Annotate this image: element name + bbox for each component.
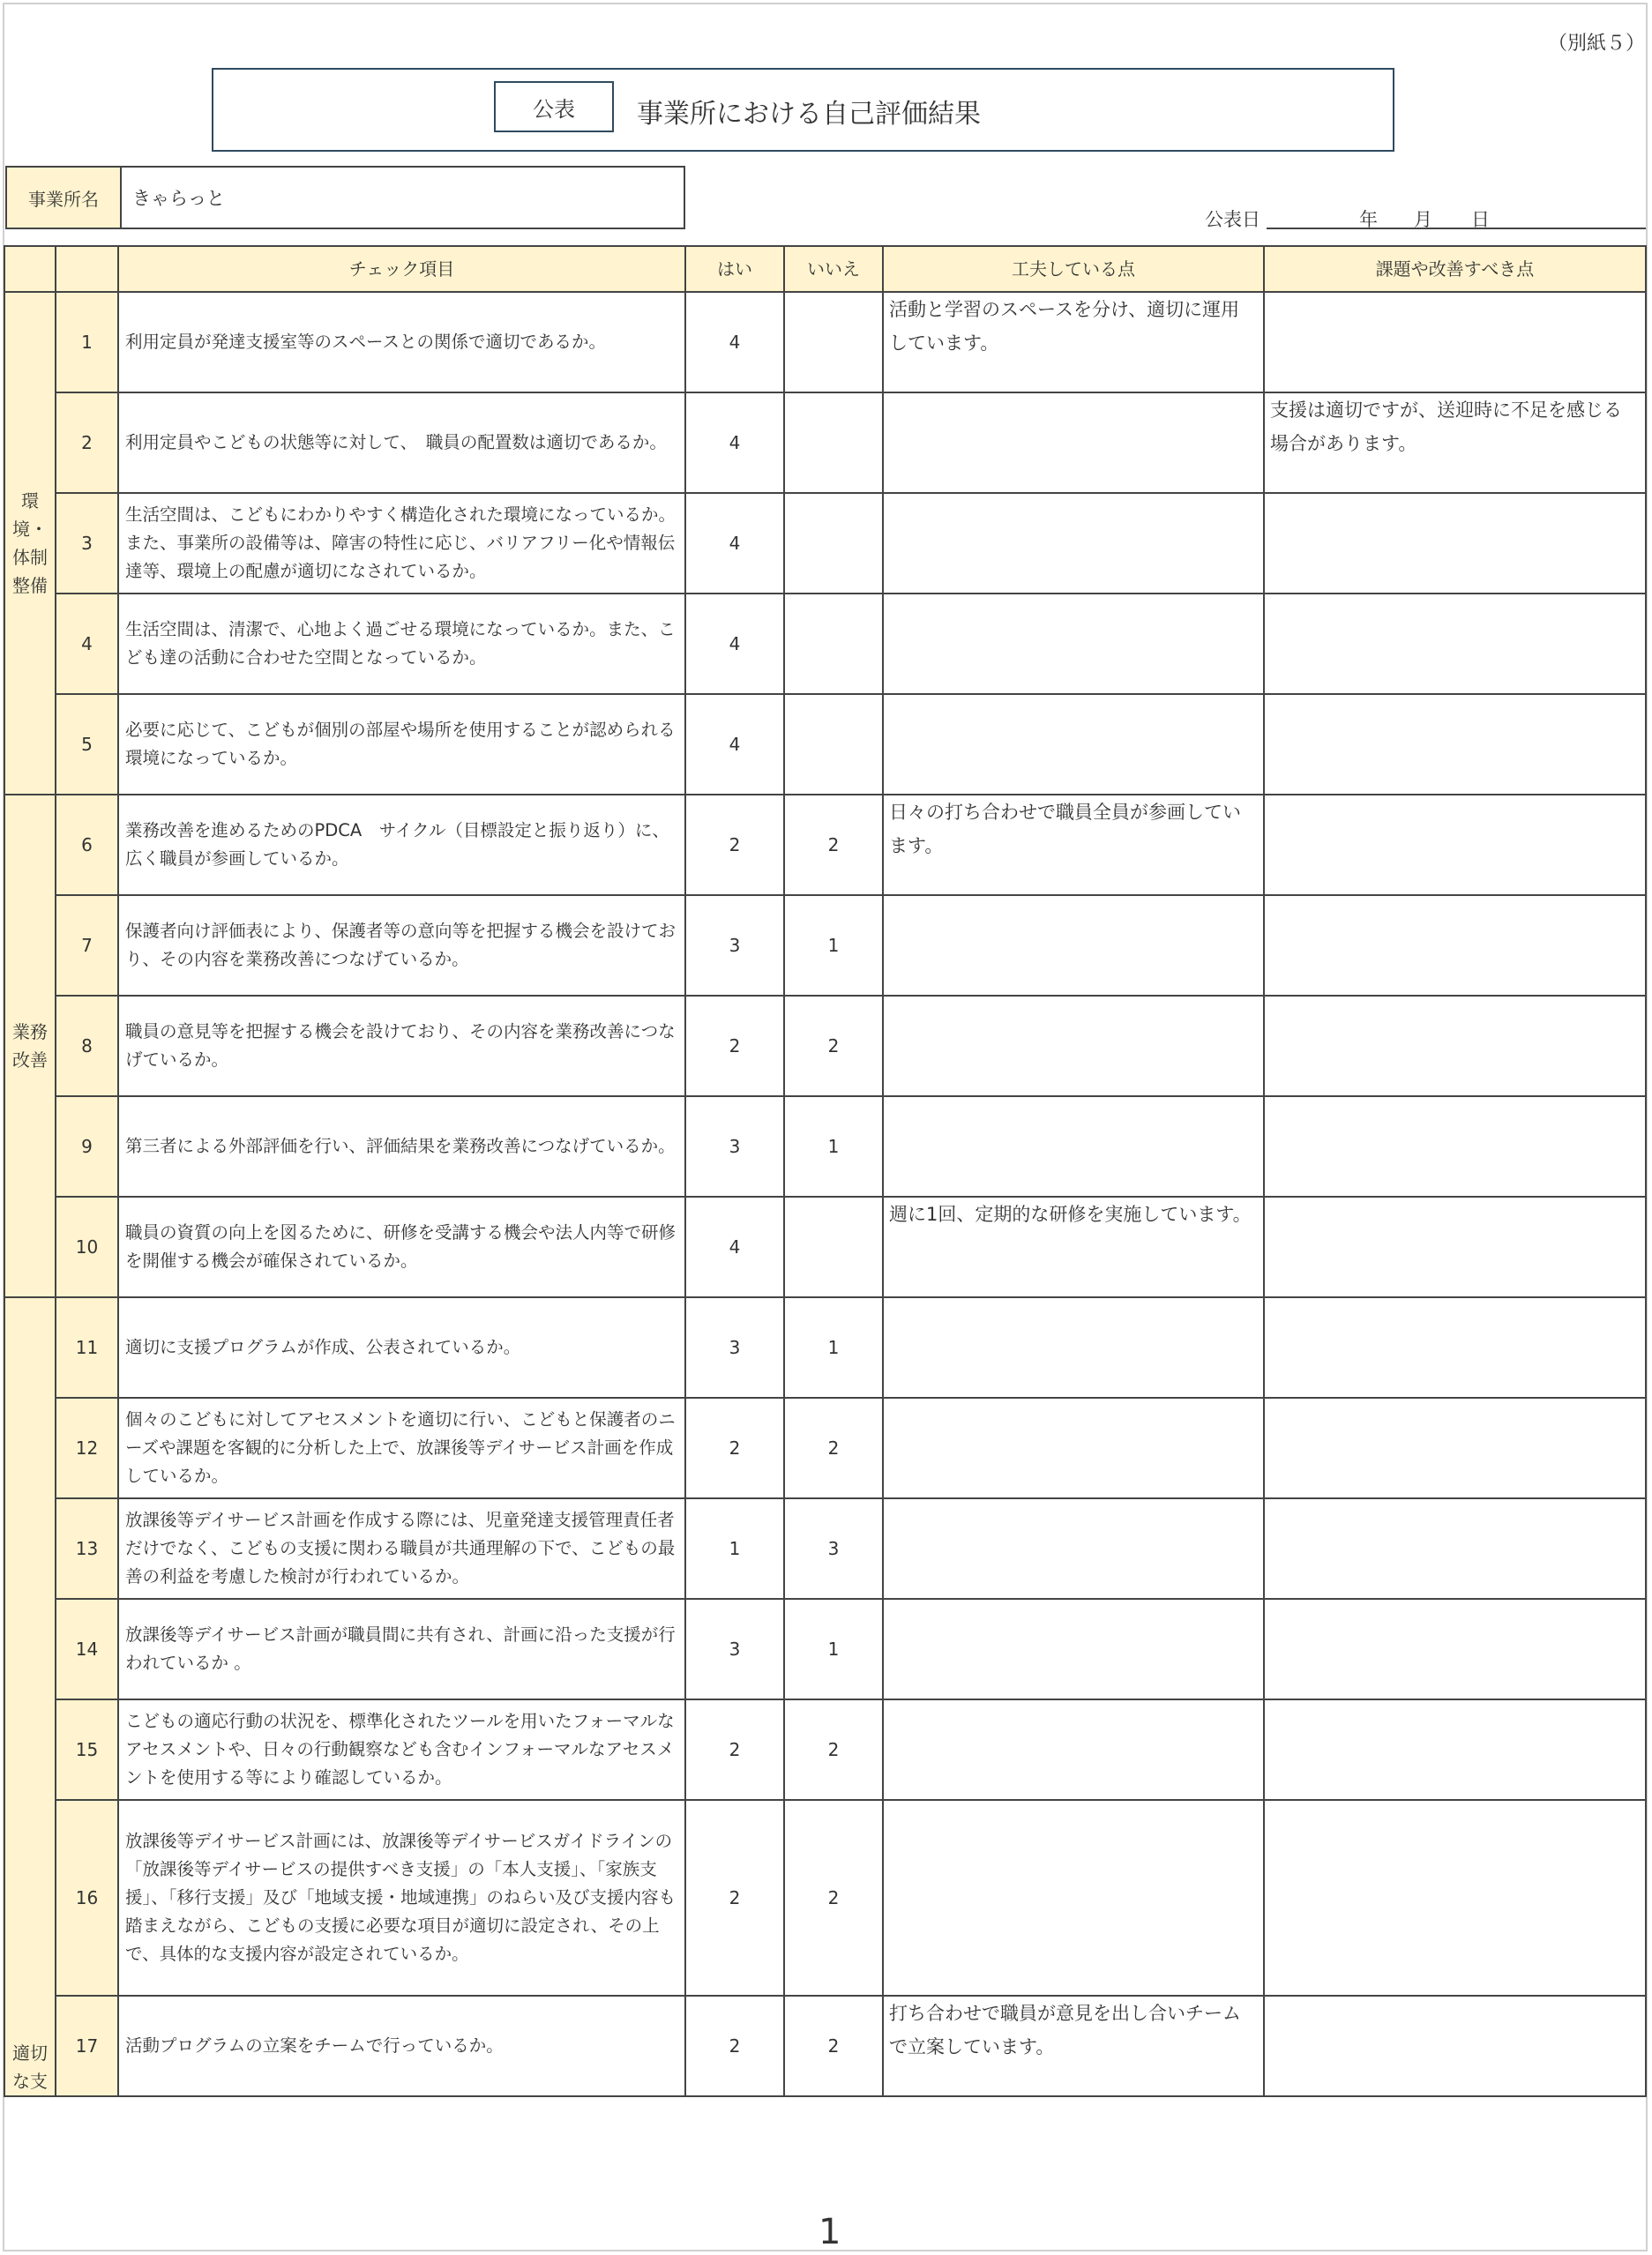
no-count: 1: [784, 1599, 883, 1699]
publish-month-label: 月: [1414, 209, 1432, 230]
efforts-cell: [883, 694, 1264, 795]
table-row: [4, 694, 1646, 795]
efforts-cell: [883, 1800, 1264, 1996]
check-item: 生活空間は、清潔で、心地よく過ごせる環境になっているか。また、こども達の活動に合わせた空間となっているか。: [118, 594, 685, 694]
issues-cell: [1264, 1996, 1646, 2096]
row-number: 1: [56, 292, 118, 392]
publish-year-label: 年: [1359, 209, 1378, 230]
office-name: きゃらっと: [132, 188, 225, 209]
yes-count: 2: [685, 1800, 784, 1996]
check-item: 放課後等デイサービス計画が職員間に共有され、計画に沿った支援が行われているか 。: [118, 1599, 685, 1699]
yes-count: 2: [685, 1699, 784, 1800]
no-count: [784, 694, 883, 795]
no-count: [784, 594, 883, 694]
row-number: 14: [56, 1599, 118, 1699]
issues-cell: [1264, 1599, 1646, 1699]
office-label: 事業所名: [7, 168, 122, 228]
yes-count: 4: [685, 594, 784, 694]
yes-count: 2: [685, 996, 784, 1096]
row-number: 9: [56, 1096, 118, 1197]
check-item: 利用定員が発達支援室等のスペースとの関係で適切であるか。: [118, 292, 685, 392]
publish-day-label: 日: [1471, 209, 1490, 230]
header-category: [4, 246, 56, 292]
issues-cell: [1264, 996, 1646, 1096]
table-row: [4, 1398, 1646, 1498]
header-row: [4, 246, 1646, 292]
table-row: [4, 1699, 1646, 1800]
no-count: 2: [784, 996, 883, 1096]
check-item: 放課後等デイサービス計画には、放課後等デイサービスガイドラインの「放課後等デイサービスの提供すべき支援」の「本人支援」、「家族支援」、「移行支援」及び「地域支援・地域連携」のねらい及び支援内容も踏まえながら、こどもの支援に必要な項目が適切に設定され、その上で、具体的な支援内容が設定されているか。: [118, 1800, 685, 1996]
issues-cell: [1264, 694, 1646, 795]
no-count: [784, 292, 883, 392]
office-box: [5, 166, 685, 229]
table-row: [4, 594, 1646, 694]
issues-cell: [1264, 292, 1646, 392]
header-number: [56, 246, 118, 292]
no-count: 3: [784, 1498, 883, 1599]
row-number: 15: [56, 1699, 118, 1800]
check-item: 生活空間は、こどもにわかりやすく構造化された環境になっているか。また、事業所の設備等は、障害の特性に応じ、バリアフリー化や情報伝達等、環境上の配慮が適切になされているか。: [118, 493, 685, 594]
header-issues: 課題や改善すべき点: [1264, 246, 1646, 292]
check-item: 活動プログラムの立案をチームで行っているか。: [118, 1996, 685, 2096]
yes-count: 4: [685, 694, 784, 795]
check-item: 放課後等デイサービス計画を作成する際には、児童発達支援管理責任者だけでなく、こどもの支援に関わる職員が共通理解の下で、こどもの最善の利益を考慮した検討が行われているか。: [118, 1498, 685, 1599]
yes-count: 3: [685, 895, 784, 996]
check-item: 個々のこどもに対してアセスメントを適切に行い、こどもと保護者のニーズや課題を客観的に分析した上で、放課後等デイサービス計画を作成しているか。: [118, 1398, 685, 1498]
yes-count: 2: [685, 1996, 784, 2096]
yes-count: 4: [685, 493, 784, 594]
yes-count: 2: [685, 795, 784, 895]
no-count: 2: [784, 1699, 883, 1800]
check-item: 利用定員やこどもの状態等に対して、 職員の配置数は適切であるか。: [118, 392, 685, 493]
issues-cell: [1264, 1297, 1646, 1398]
issues-cell: [1264, 594, 1646, 694]
issues-cell: [1264, 1197, 1646, 1297]
issues-cell: [1264, 1398, 1646, 1498]
efforts-cell: [883, 594, 1264, 694]
efforts-cell: [883, 996, 1264, 1096]
category-label: 環境・体制整備: [12, 490, 48, 596]
no-count: 2: [784, 1398, 883, 1498]
issues-cell: [1264, 1498, 1646, 1599]
efforts-cell: [883, 1398, 1264, 1498]
header-efforts: 工夫している点: [883, 246, 1264, 292]
yes-count: 2: [685, 1398, 784, 1498]
efforts-cell: [883, 493, 1264, 594]
yes-count: 3: [685, 1297, 784, 1398]
table-row: [4, 1599, 1646, 1699]
no-count: 1: [784, 1297, 883, 1398]
header-no: いいえ: [784, 246, 883, 292]
row-number: 13: [56, 1498, 118, 1599]
table-row: [4, 1096, 1646, 1197]
efforts-cell: 打ち合わせで職員が意見を出し合いチームで立案しています。: [883, 1996, 1264, 2096]
row-number: 5: [56, 694, 118, 795]
table-row: [4, 996, 1646, 1096]
no-count: 1: [784, 1096, 883, 1197]
yes-count: 4: [685, 292, 784, 392]
efforts-cell: [883, 1699, 1264, 1800]
check-item: 保護者向け評価表により、保護者等の意向等を把握する機会を設けており、その内容を業務改善につなげているか。: [118, 895, 685, 996]
category-label: 適切な支: [12, 2042, 48, 2092]
table-row: [4, 895, 1646, 996]
yes-count: 3: [685, 1096, 784, 1197]
row-number: 16: [56, 1800, 118, 1996]
table-row: [4, 1297, 1646, 1398]
table-row: [4, 795, 1646, 895]
publish-date-line: [1267, 228, 1646, 229]
no-count: 2: [784, 1996, 883, 2096]
no-count: 2: [784, 795, 883, 895]
check-item: 第三者による外部評価を行い、評価結果を業務改善につなげているか。: [118, 1096, 685, 1197]
issues-cell: [1264, 795, 1646, 895]
no-count: [784, 392, 883, 493]
row-number: 4: [56, 594, 118, 694]
row-number: 7: [56, 895, 118, 996]
publish-date-label: 公表日: [1205, 209, 1260, 230]
category-label: 業務改善: [12, 1021, 48, 1071]
no-count: 2: [784, 1800, 883, 1996]
table-row: [4, 1800, 1646, 1996]
evaluation-table: [4, 245, 1647, 2097]
check-item: 職員の資質の向上を図るために、研修を受講する機会や法人内等で研修を開催する機会が確保されているか。: [118, 1197, 685, 1297]
table-row: [4, 292, 1646, 392]
row-number: 10: [56, 1197, 118, 1297]
yes-count: 4: [685, 392, 784, 493]
efforts-cell: [883, 1498, 1264, 1599]
row-number: 11: [56, 1297, 118, 1398]
issues-cell: [1264, 895, 1646, 996]
efforts-cell: [883, 1297, 1264, 1398]
efforts-cell: [883, 895, 1264, 996]
check-item: 適切に支援プログラムが作成、公表されているか。: [118, 1297, 685, 1398]
category-support: [4, 1297, 56, 2096]
yes-count: 3: [685, 1599, 784, 1699]
issues-cell: [1264, 1699, 1646, 1800]
no-count: 1: [784, 895, 883, 996]
table-row: [4, 1498, 1646, 1599]
row-number: 3: [56, 493, 118, 594]
header-yes: はい: [685, 246, 784, 292]
page-number: 1: [819, 2212, 841, 2252]
issues-cell: 支援は適切ですが、送迎時に不足を感じる場合があります。: [1264, 392, 1646, 493]
efforts-cell: [883, 1599, 1264, 1699]
no-count: [784, 493, 883, 594]
table-row: [4, 1996, 1646, 2096]
yes-count: 4: [685, 1197, 784, 1297]
check-item: 必要に応じて、こどもが個別の部屋や場所を使用することが認められる環境になっているか。: [118, 694, 685, 795]
check-item: 職員の意見等を把握する機会を設けており、その内容を業務改善につなげているか。: [118, 996, 685, 1096]
category-operations: [4, 795, 56, 1297]
category-environment: [4, 292, 56, 795]
row-number: 17: [56, 1996, 118, 2096]
check-item: こどもの適応行動の状況を、標準化されたツールを用いたフォーマルなアセスメントや、日々の行動観察なども含むインフォーマルなアセスメントを使用する等により確認しているか。: [118, 1699, 685, 1800]
table-row: [4, 392, 1646, 493]
efforts-cell: 週に1回、定期的な研修を実施しています。: [883, 1197, 1264, 1297]
issues-cell: [1264, 1096, 1646, 1197]
yes-count: 1: [685, 1498, 784, 1599]
attachment-label: （別紙５）: [1548, 33, 1646, 55]
check-item: 業務改善を進めるためのPDCA サイクル（目標設定と振り返り）に、広く職員が参画しているか。: [118, 795, 685, 895]
efforts-cell: [883, 1096, 1264, 1197]
issues-cell: [1264, 1800, 1646, 1996]
table-row: [4, 1197, 1646, 1297]
row-number: 12: [56, 1398, 118, 1498]
page-title: 事業所における自己評価結果: [637, 99, 981, 130]
no-count: [784, 1197, 883, 1297]
efforts-cell: [883, 392, 1264, 493]
public-badge: 公表: [494, 81, 614, 132]
issues-cell: [1264, 493, 1646, 594]
row-number: 2: [56, 392, 118, 493]
efforts-cell: 活動と学習のスペースを分け、適切に運用しています。: [883, 292, 1264, 392]
table-row: [4, 493, 1646, 594]
row-number: 6: [56, 795, 118, 895]
header-check-item: チェック項目: [118, 246, 685, 292]
efforts-cell: 日々の打ち合わせで職員全員が参画しています。: [883, 795, 1264, 895]
row-number: 8: [56, 996, 118, 1096]
